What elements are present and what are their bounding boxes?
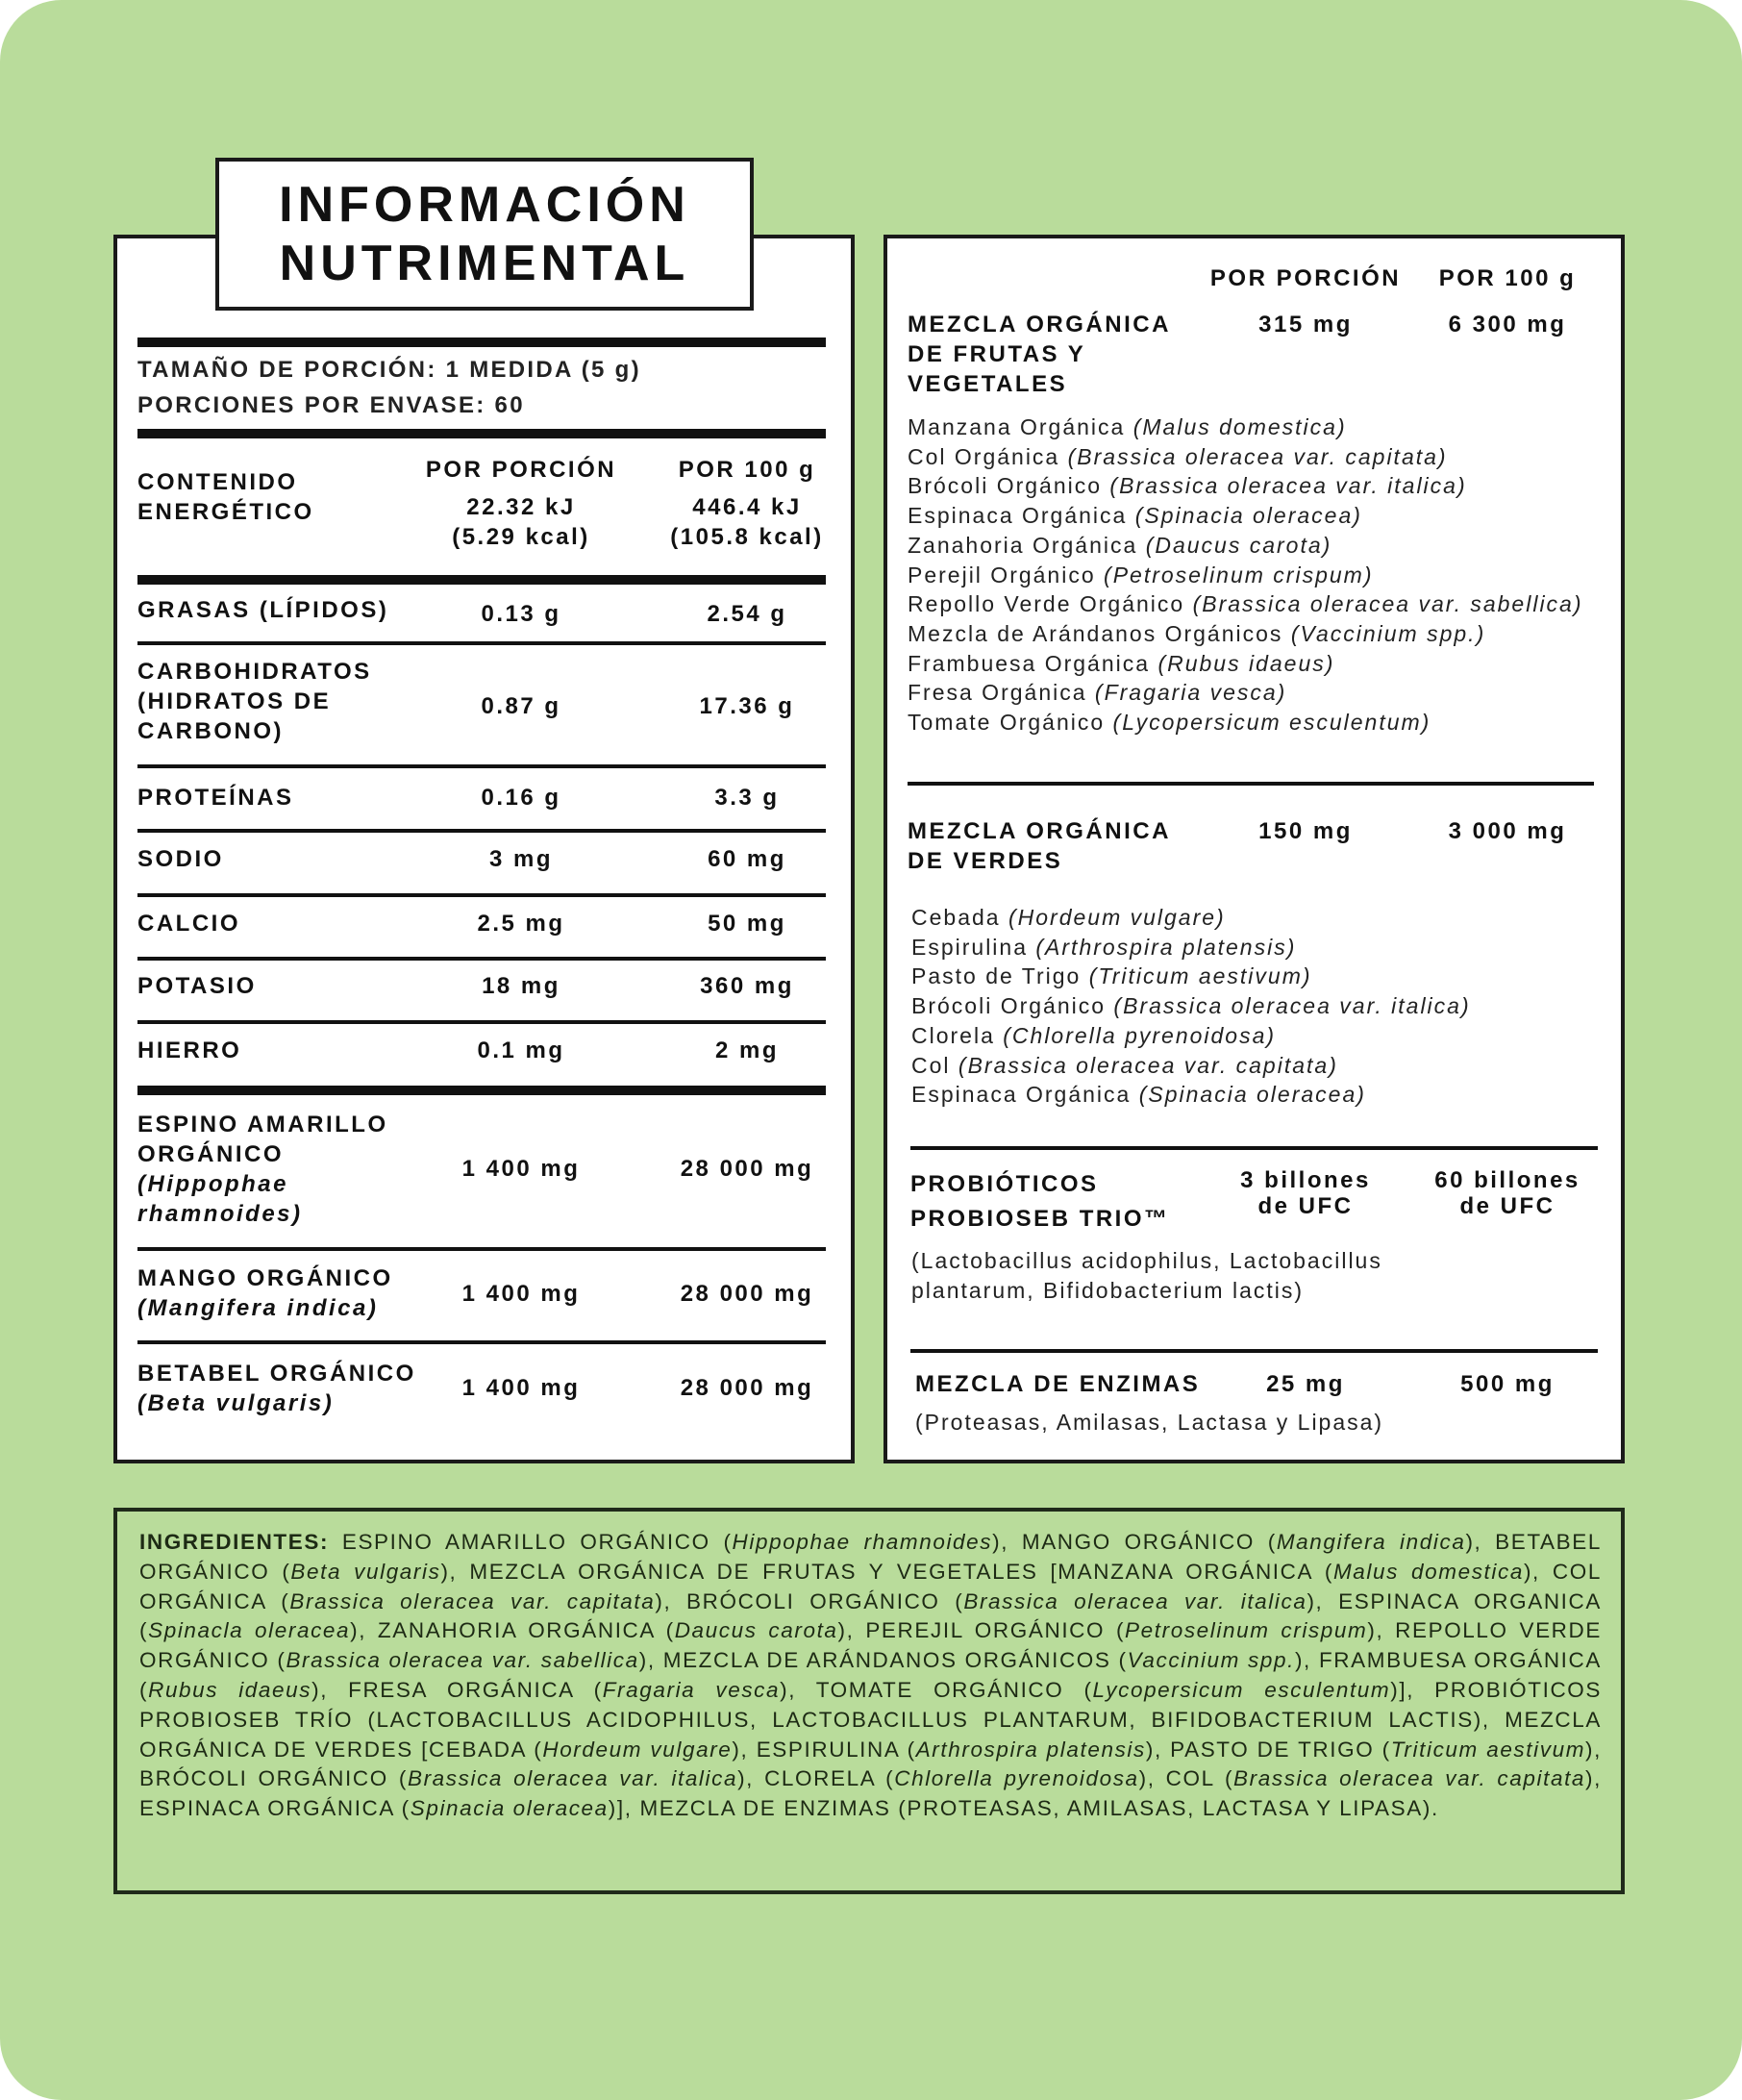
ingredient-item [908,619,1600,649]
ingredient-item [911,903,1604,933]
nutrient-label: HIERRO [137,1038,242,1063]
label-line: VEGETALES [908,371,1068,397]
ingredient-scientific-name: Brassica oleracea var. sabellica [286,1648,639,1673]
probiotics-per-serving [1205,1167,1406,1219]
servings-per-container: PORCIONES POR ENVASE: 60 [137,392,525,418]
ingredients-heading: INGREDIENTES: [139,1530,342,1554]
extra-label [137,1110,426,1229]
scientific-name: (Triticum aestivum) [1088,963,1312,989]
energy-per-100g [656,492,838,552]
ingredient-scientific-name: Brassica oleracea var. italica [407,1766,738,1791]
ingredient-scientific-name: Hippophae rhamnoides [732,1530,993,1554]
divider-thick [137,1086,826,1095]
divider-thick [137,338,826,347]
ingredient-scientific-name: Beta vulgaris [290,1559,441,1584]
extra-per-100g: 28 000 mg [680,1156,814,1182]
divider [137,641,826,645]
label-line: CARBONO) [137,718,284,744]
extra-label [137,1359,455,1418]
nutrient-label: PROTEÍNAS [137,785,294,811]
scientific-name: (Brassica oleracea var. capitata) [958,1052,1338,1078]
value-line: 3 billones [1240,1167,1371,1193]
ingredient-item [911,962,1604,991]
col-header-per-100g: POR 100 g [678,457,816,483]
scientific-name: (Brassica oleracea var. sabellica) [1192,591,1583,617]
ingredient-text: ), ESPINACA ORGANICA ( [139,1588,1602,1643]
divider-thick [137,575,826,585]
probiotics-per-100g [1406,1167,1608,1219]
scientific-name: (Spinacia oleracea) [1138,1082,1366,1108]
extra-per-100g: 28 000 mg [680,1281,814,1307]
common-name: Espinaca Orgánica [911,1082,1139,1108]
scientific-name: (Lycopersicum esculentum) [1112,710,1431,736]
divider [910,1349,1598,1353]
scientific-name: rhamnoides) [137,1201,303,1227]
ingredient-item [908,678,1600,708]
common-name: Frambuesa Orgánica [908,650,1158,676]
ingredient-item [911,1080,1604,1110]
fruits-per-serving: 315 mg [1258,312,1353,338]
scientific-name: (Brassica oleracea var. capitata) [1067,443,1448,469]
scientific-name: (Hippophae [137,1171,288,1197]
nutrient-per-100g: 60 mg [708,846,786,872]
scientific-name: (Hordeum vulgare) [1008,905,1226,930]
greens-per-100g: 3 000 mg [1448,818,1567,844]
ingredient-text: ), PEREJIL ORGÁNICO ( [837,1618,1126,1643]
nutrient-label: CALCIO [137,911,240,937]
ingredient-item [911,1051,1604,1081]
nutrient-per-100g: 2.54 g [707,601,787,627]
ingredient-text: ), MEZCLA ORGÁNICA DE FRUTAS Y VEGETALES [MANZANA ORGÁNICA ( [440,1559,1333,1584]
fruits-ingredient-list [908,412,1600,738]
ingredient-scientific-name: Spinacla oleracea [148,1618,351,1643]
label-line: MEZCLA ORGÁNICA [908,312,1171,338]
common-name: Perejil Orgánico [908,562,1105,588]
ingredients-text [139,1528,1602,1824]
common-name: Fresa Orgánica [908,680,1095,706]
extra-per-100g: 28 000 mg [680,1375,814,1401]
ingredient-scientific-name: Fragaria vesca [602,1677,781,1702]
common-name: Cebada [911,905,1008,930]
label-line: PROBIÓTICOS [910,1171,1099,1197]
label-line: BETABEL ORGÁNICO [137,1361,416,1387]
ingredient-item [911,933,1604,962]
divider [908,782,1594,786]
divider [137,893,826,897]
nutrient-per-serving: 0.87 g [481,693,561,719]
divider [137,1247,826,1251]
divider [137,1340,826,1344]
divider-thick [137,429,826,438]
ingredient-text: ), BETABEL ORGÁNICO ( [139,1530,1602,1584]
common-name: Espinaca Orgánica [908,503,1135,529]
col-header-per-serving: POR PORCIÓN [1209,265,1402,291]
nutrient-per-100g: 360 mg [700,973,794,999]
scientific-name: (Chlorella pyrenoidosa) [1003,1022,1277,1048]
label-line: ORGÁNICO [137,1141,284,1167]
title-line-1: INFORMACIÓN [279,176,690,233]
ingredient-item [908,471,1600,501]
ingredient-text: ESPINO AMARILLO ORGÁNICO ( [341,1530,733,1554]
ingredient-text: ), FRESA ORGÁNICA ( [311,1677,603,1702]
value-line: de UFC [1257,1193,1354,1219]
common-name: Brócoli Orgánico [908,473,1110,499]
nutrient-per-100g: 3.3 g [714,785,780,811]
scientific-name: (Rubus idaeus) [1157,650,1335,676]
ingredient-scientific-name: Vaccinium spp. [1127,1648,1295,1673]
label-line: DE FRUTAS Y [908,341,1086,367]
scientific-name: (Beta vulgaris) [137,1390,335,1416]
greens-blend-label [908,816,1171,876]
label-line: PROBIOSEB TRIO™ [910,1206,1170,1232]
ingredient-item [908,649,1600,679]
ingredient-scientific-name: Chlorella pyrenoidosa [894,1766,1139,1791]
ingredient-scientific-name: Rubus idaeus [148,1677,312,1702]
greens-per-serving: 150 mg [1258,818,1353,844]
nutrient-per-serving: 3 mg [488,846,553,872]
energy-label [137,467,426,527]
scientific-name: (Daucus carota) [1145,532,1332,558]
energy-label-line: CONTENIDO [137,469,298,495]
serving-size: TAMAÑO DE PORCIÓN: 1 MEDIDA (5 g) [137,357,641,383]
scientific-name: (Fragaria vesca) [1094,680,1287,706]
nutrient-label: POTASIO [137,973,257,999]
col-header-per-100g: POR 100 g [1438,265,1577,291]
energy-kcal: (5.29 kcal) [452,524,590,550]
extra-per-serving: 1 400 mg [461,1375,581,1401]
blend-details-panel [883,235,1625,1463]
ingredient-text: ), MANGO ORGÁNICO ( [992,1530,1277,1554]
label-line: CARBOHIDRATOS [137,659,372,685]
value-line: de UFC [1459,1193,1555,1219]
scientific-name: (Brassica oleracea var. italica) [1113,993,1471,1019]
ingredient-scientific-name: Triticum aestivum [1390,1737,1586,1762]
ingredient-text: ), ZANAHORIA ORGÁNICA ( [350,1618,675,1643]
label-line: DE VERDES [908,848,1063,874]
ingredient-text: ), MEZCLA DE ARÁNDANOS ORGÁNICOS ( [638,1648,1128,1673]
ingredient-scientific-name: Brassica oleracea var. italica [963,1588,1307,1613]
label-line: ESPINO AMARILLO [137,1112,388,1138]
ingredients-box [113,1508,1625,1894]
nutrient-label [137,657,426,746]
value-line: 60 billones [1434,1167,1580,1193]
nutrient-per-100g: 50 mg [708,911,786,937]
nutrient-label: SODIO [137,846,224,872]
title-line-2: NUTRIMENTAL [279,235,690,291]
energy-kj: 22.32 kJ [466,494,576,520]
probiotics-description: (Lactobacillus acidophilus, Lactobacillus plantarum, Bifidobacterium lactis) [911,1248,1382,1303]
scientific-name: (Brassica oleracea var. italica) [1109,473,1467,499]
title-box [215,158,754,311]
nutrient-label: GRASAS (LÍPIDOS) [137,597,389,623]
common-name: Brócoli Orgánico [911,993,1114,1019]
nutrient-per-100g: 17.36 g [699,693,795,719]
label-line: (HIDRATOS DE [137,688,332,714]
common-name: Espirulina [911,934,1036,960]
enzymes-label: MEZCLA DE ENZIMAS [915,1371,1201,1397]
ingredient-item [908,501,1600,531]
divider [137,829,826,833]
scientific-name: (Spinacia oleracea) [1134,503,1362,529]
common-name: Clorela [911,1022,1004,1048]
ingredient-scientific-name: Brassica oleracea var. capitata [289,1588,656,1613]
greens-ingredient-list [911,903,1604,1110]
common-name: Col [911,1052,958,1078]
scientific-name: (Vaccinium spp.) [1290,620,1486,646]
ingredient-item [908,412,1600,442]
common-name: Mezcla de Arándanos Orgánicos [908,620,1291,646]
ingredient-item [908,708,1600,738]
enzymes-per-100g: 500 mg [1460,1371,1555,1397]
common-name: Col Orgánica [908,443,1068,469]
ingredient-text: ), PASTO DE TRIGO ( [1145,1737,1391,1762]
ingredient-text: ), TOMATE ORGÁNICO ( [780,1677,1093,1702]
ingredient-scientific-name: Hordeum vulgare [542,1737,733,1762]
common-name: Tomate Orgánico [908,710,1113,736]
ingredient-text: ), COL ( [1138,1766,1234,1791]
enzymes-per-serving: 25 mg [1266,1371,1345,1397]
ingredient-scientific-name: Arthrospira platensis [915,1737,1146,1762]
label-line: MEZCLA ORGÁNICA [908,818,1171,844]
nutrient-per-serving: 18 mg [482,973,560,999]
ingredient-text: )], PROBIÓTICOS PROBIOSEB TRÍO (LACTOBACILLUS ACIDOPHILUS, LACTOBACILLUS PLANTARUM, BIFIDOBACTERIUM LACTIS), MEZCLA ORGÁNICA DE VERDES [CEBADA ( [139,1677,1603,1762]
fruits-blend-label [908,310,1171,399]
ingredient-text: ), BRÓCOLI ORGÁNICO ( [139,1737,1602,1791]
ingredient-scientific-name: Malus domestica [1332,1559,1524,1584]
ingredient-item [911,1021,1604,1051]
extra-per-serving: 1 400 mg [461,1156,581,1182]
ingredient-scientific-name: Mangifera indica [1276,1530,1466,1554]
extra-label [137,1263,455,1323]
nutrient-per-serving: 0.16 g [481,785,561,811]
ingredient-text: ), ESPIRULINA ( [732,1737,916,1762]
label-line: MANGO ORGÁNICO [137,1265,393,1291]
ingredient-item [908,442,1600,472]
ingredient-scientific-name: Petroselinum crispum [1125,1618,1368,1643]
ingredient-item [908,531,1600,561]
nutrient-per-serving: 0.13 g [481,601,561,627]
ingredient-scientific-name: Daucus carota [674,1618,838,1643]
energy-label-line: ENERGÉTICO [137,499,314,525]
ingredient-text: ), ESPINACA ORGÁNICA ( [139,1766,1602,1821]
ingredient-text: )], MEZCLA DE ENZIMAS (PROTEASAS, AMILASAS, LACTASA Y LIPASA). [608,1796,1439,1821]
nutrient-per-serving: 2.5 mg [477,911,565,937]
ingredient-item [908,561,1600,590]
probiotics-label [910,1167,1170,1237]
extra-per-serving: 1 400 mg [461,1281,581,1307]
divider [137,764,826,768]
divider [910,1146,1598,1150]
enzymes-description: (Proteasas, Amilasas, Lactasa y Lipasa) [915,1410,1384,1435]
ingredient-text: ), FRAMBUESA ORGÁNICA ( [139,1648,1602,1702]
ingredient-text: ), COL ORGÁNICA ( [139,1559,1602,1613]
col-header-per-serving: POR PORCIÓN [425,457,617,483]
energy-per-serving [425,492,617,552]
common-name: Manzana Orgánica [908,414,1133,439]
energy-kj: 446.4 kJ [692,494,802,520]
common-name: Repollo Verde Orgánico [908,591,1193,617]
divider [137,957,826,961]
fruits-per-100g: 6 300 mg [1448,312,1567,338]
nutrition-facts-panel [113,235,855,1463]
ingredient-text: ), CLORELA ( [737,1766,895,1791]
nutrient-per-serving: 0.1 mg [477,1038,565,1063]
common-name: Pasto de Trigo [911,963,1089,989]
scientific-name: (Mangifera indica) [137,1295,379,1321]
ingredient-text: ), REPOLLO VERDE ORGÁNICO ( [139,1618,1602,1673]
divider [137,1020,826,1024]
ingredient-scientific-name: Spinacia oleracea [410,1796,609,1821]
ingredient-item [911,991,1604,1021]
scientific-name: (Malus domestica) [1132,414,1347,439]
ingredient-scientific-name: Brassica oleracea var. capitata [1233,1766,1586,1791]
common-name: Zanahoria Orgánica [908,532,1146,558]
scientific-name: (Arthrospira platensis) [1035,934,1297,960]
energy-kcal: (105.8 kcal) [670,524,824,550]
ingredient-scientific-name: Lycopersicum esculentum [1092,1677,1391,1702]
scientific-name: (Petroselinum crispum) [1104,562,1374,588]
ingredient-text: ), BRÓCOLI ORGÁNICO ( [655,1588,964,1613]
nutrient-per-100g: 2 mg [714,1038,779,1063]
ingredient-item [908,589,1600,619]
